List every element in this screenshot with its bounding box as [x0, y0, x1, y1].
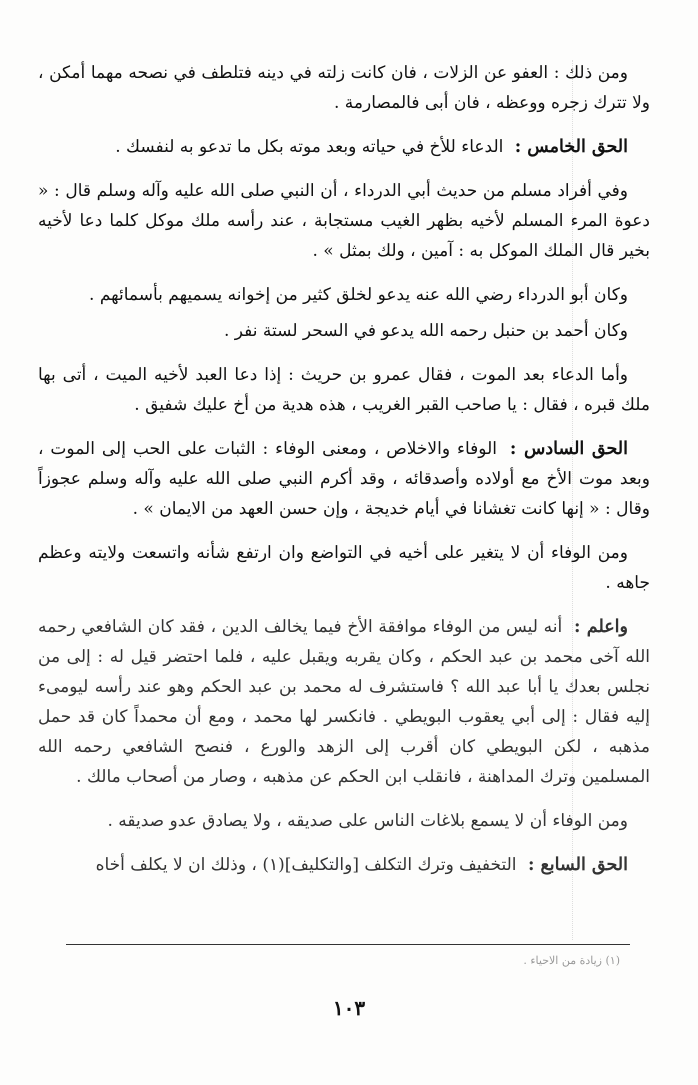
paragraph-forgiveness — [38, 58, 650, 118]
paragraph-text: التخفيف وترك التكلف [والتكليف](١) ، وذلك ان لا يكلف أخاه — [95, 855, 517, 875]
paragraph-text: ومن ذلك : العفو عن الزلات ، فان كانت زلته في دينه فتلطف في نصحه مهما أمكن ، ولا تترك زجره ووعظه ، فان أبى فالمصارمة . — [38, 63, 650, 113]
page-number: ١٠٣ — [332, 996, 366, 1020]
paragraph-fifth-right — [38, 132, 650, 162]
paragraph-text: أنه ليس من الوفاء موافقة الأخ فيما يخالف الدين ، فقد كان الشافعي رحمه الله آخى محمد بن عبد الحكم ، وكان يقربه ويقبل عليه ، فلما احتضر قيل له : إلى من نجلس بعدك يا أبا عبد الله ؟ فاستشرف له محمد بن عبد الحكم وهو عند رأسه ليومىء إليه فقال : إلى أبي يعقوب البويطي . فانكسر لها محمد ، ومع أن محمداً كان قد حمل مذهبه ، لكن البويطي كان أقرب إلى الزهد والورع ، فنصح الشافعي رحمه الله المسلمين وترك المداهنة ، فانقلب ابن الحكم عن مذهبه ، وصار من أصحاب مالك . — [38, 617, 650, 787]
paragraph-hadith-dua — [38, 176, 650, 266]
paragraph-ahmad — [38, 316, 650, 346]
footnote: (١) زيادة من الاحياء . — [523, 954, 620, 967]
paragraph-sixth-right — [38, 434, 650, 524]
paragraph-rumors — [38, 806, 650, 836]
paragraph-seventh-right — [38, 850, 650, 880]
paragraph-text: وكان أبو الدرداء رضي الله عنه يدعو لخلق كثير من إخوانه يسميهم بأسمائهم . — [89, 285, 628, 305]
section-heading: واعلم : — [573, 617, 628, 637]
section-heading: الحق الخامس : — [514, 137, 628, 157]
paragraph-text: وفي أفراد مسلم من حديث أبي الدرداء ، أن النبي صلى الله عليه وآله وسلم قال : « دعوة المرء المسلم لأخيه بظهر الغيب مستجابة ، عند رأسه ملك موكل كلما دعا لأخيه بخير قال الملك الموكل به : آمين ، ولك بمثل » . — [38, 181, 650, 261]
paragraph-loyalty-humility — [38, 538, 650, 598]
paragraph-know — [38, 612, 650, 792]
footnote-divider — [66, 944, 630, 945]
paragraph-text: الوفاء والاخلاص ، ومعنى الوفاء : الثبات على الحب إلى الموت ، وبعد موت الأخ مع أولاده وأصدقائه ، وقد أكرم النبي صلى الله عليه وآله وسلم عجوزاً وقال : « إنها كانت تغشانا في أيام خديجة ، وإن حسن العهد من الايمان » . — [38, 439, 650, 519]
paragraph-text: ومن الوفاء أن لا يتغير على أخيه في التواضع وان ارتفع شأنه واتسعت ولايته وعظم جاهه . — [38, 543, 650, 593]
paragraph-text: الدعاء للأخ في حياته وبعد موته بكل ما تدعو به لنفسك . — [115, 137, 504, 157]
section-heading: الحق السابع : — [527, 855, 628, 875]
main-text — [38, 58, 650, 894]
paragraph-abu-darda — [38, 280, 650, 310]
paragraph-text: وكان أحمد بن حنبل رحمه الله يدعو في السحر لستة نفر . — [223, 321, 628, 341]
paragraph-dua-after-death — [38, 360, 650, 420]
paragraph-text: وأما الدعاء بعد الموت ، فقال عمرو بن حريث : إذا دعا العبد لأخيه الميت ، أتى بها ملك قبره ، فقال : يا صاحب القبر الغريب ، هذه هدية من أخ عليك شفيق . — [38, 365, 650, 415]
paragraph-text: ومن الوفاء أن لا يسمع بلاغات الناس على صديقه ، ولا يصادق عدو صديقه . — [107, 811, 628, 831]
section-heading: الحق السادس : — [509, 439, 628, 459]
